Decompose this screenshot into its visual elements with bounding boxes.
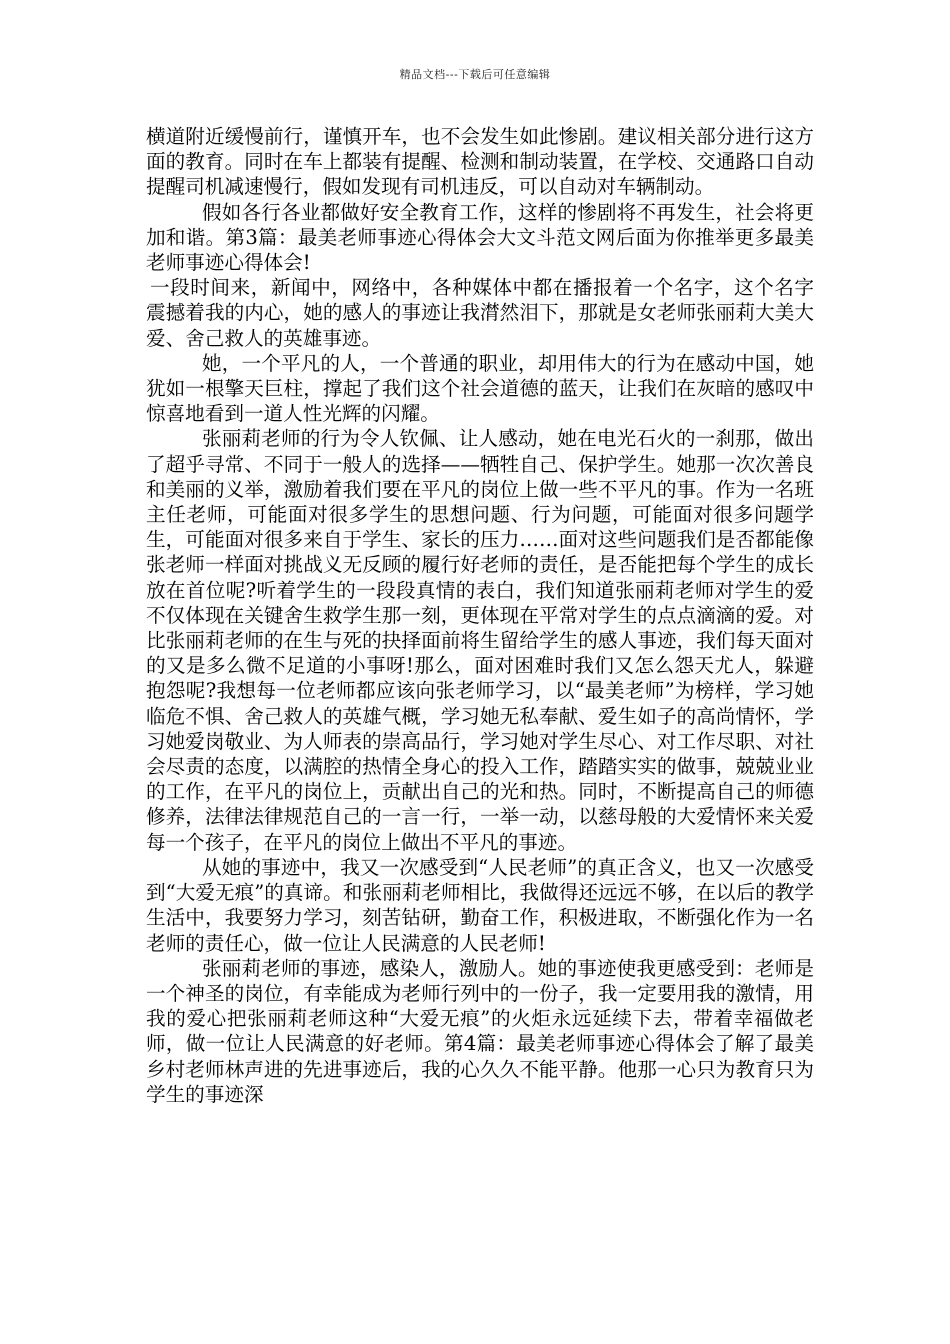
document-body: [146, 124, 814, 1107]
paragraph-4: 她，一个平凡的人，一个普通的职业，却用伟大的行为在感动中国，她犹如一根擎天巨柱，撑起了我们这个社会道德的蓝天，让我们在灰暗的感叹中惊喜地看到一道人性光辉的闪耀。: [146, 351, 814, 426]
paragraph-1: 横道附近缓慢前行，谨慎开车，也不会发生如此惨剧。建议相关部分进行这方面的教育。同时在车上都装有提醒、检测和制动装置，在学校、交通路口自动提醒司机减速慢行，假如发现有司机违反，可以自动对车辆制动。: [146, 125, 814, 199]
paragraph-3: 一段时间来，新闻中，网络中，各种媒体中都在播报着一个名字，这个名字震撼着我的内心，她的感人的事迹让我潸然泪下，那就是女老师张丽莉大美大爱、舍己救人的英雄事迹。: [146, 276, 814, 350]
paragraph-7: 张丽莉老师的事迹，感染人，激励人。她的事迹使我更感受到：老师是一个神圣的岗位，有幸能成为老师行列中的一份子，我一定要用我的激情，用我的爱心把张丽莉老师这种“大爱无痕”的火炬永远延续下去，带着幸福做老师，做一位让人民满意的好老师。第4篇：最美老师事迹心得体会了解了最美乡村老师林声进的先进事迹后，我的心久久不能平静。他那一心只为教育只为学生的事迹深: [146, 956, 814, 1106]
paragraph-2: 假如各行各业都做好安全教育工作，这样的惨剧将不再发生，社会将更加和谐。第3篇：最美老师事迹心得体会大文斗范文网后面为你推举更多最美老师事迹心得体会!: [146, 200, 814, 275]
paragraph-6: 从她的事迹中，我又一次感受到“人民老师”的真正含义，也又一次感受到“大爱无痕”的真谛。和张丽莉老师相比，我做得还远远不够，在以后的教学生活中，我要努力学习，刻苦钻研，勤奋工作，积极进取，不断强化作为一名老师的责任心，做一位让人民满意的人民老师!: [146, 855, 814, 955]
page-header: 精品文档---下载后可任意编辑: [399, 68, 551, 81]
paragraph-5: 张丽莉老师的行为令人钦佩、让人感动，她在电光石火的一刹那，做出了超乎寻常、不同于一般人的选择——牺牲自己、保护学生。她那一次次善良和美丽的义举，激励着我们要在平凡的岗位上做一些不平凡的事。作为一名班主任老师，可能面对很多学生的思想问题、行为问题，可能面对很多问题学生，可能面对很多来自于学生、家长的压力……面对这些问题我们是否都能像张老师一样面对挑战义无反顾的履行好老师的责任，是否能把每个学生的成长放在首位呢?听着学生的一段段真情的表白，我们知道张丽莉老师对学生的爱不仅体现在关键舍生救学生那一刻，更体现在平常对学生的点点滴滴的爱。对比张丽莉老师的在生与死的抉择面前将生留给学生的感人事迹，我们每天面对的又是多么微不足道的小事呀!那么，面对困难时我们又怎么怨天尤人，躲避抱怨呢?我想每一位老师都应该向张老师学习，以“最美老师”为榜样，学习她临危不惧、舍己救人的英雄气概，学习她无私奉献、爱生如子的高尚情怀，学习她爱岗敬业、为人师表的崇高品行，学习她对学生尽心、对工作尽职、对社会尽责的态度，以满腔的热情全身心的投入工作，踏踏实实的做事，兢兢业业的工作，在平凡的岗位上，贡献出自己的光和热。同时，不断提高自己的师德修养，法律法律规范自己的一言一行，一举一动，以慈母般的大爱情怀来关爱每一个孩子，在平凡的岗位上做出不平凡的事迹。: [146, 427, 814, 854]
